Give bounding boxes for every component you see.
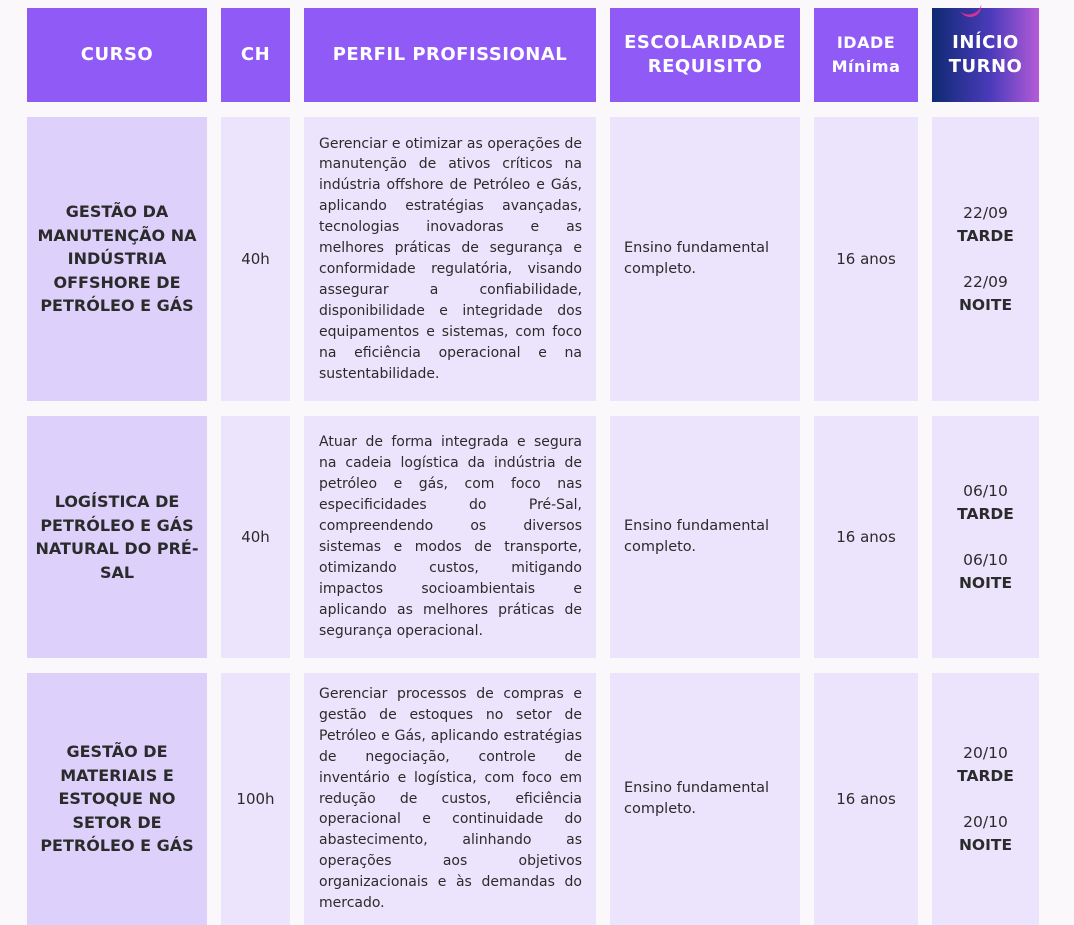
header-idade — [814, 8, 918, 102]
row2-idade — [814, 416, 918, 658]
header-idade-line1: IDADE — [836, 33, 896, 52]
header-perfil — [304, 8, 596, 102]
row1-inicio-turno-1: TARDE — [957, 226, 1014, 245]
row3-ch-text: 100h — [236, 790, 275, 808]
row3-inicio-date-2: 20/10 — [963, 812, 1008, 831]
header-ch — [221, 8, 290, 102]
row2-escolaridade — [610, 416, 800, 658]
row1-idade — [814, 117, 918, 401]
row1-escolaridade — [610, 117, 800, 401]
row1-inicio-turno-2: NOITE — [958, 295, 1013, 314]
header-idade-line2: Mínima — [831, 57, 901, 76]
row3-idade — [814, 673, 918, 925]
row1-inicio-date-1: 22/09 — [963, 203, 1008, 222]
row1-idade-text: 16 anos — [836, 250, 896, 268]
row3-inicio-date-1: 20/10 — [963, 743, 1008, 762]
header-curso — [27, 8, 207, 102]
row3-inicio-turno-2: NOITE — [958, 835, 1013, 854]
header-inicio-line2: TURNO — [948, 56, 1023, 77]
row1-perfil — [304, 117, 596, 401]
row1-inicio-date-2: 22/09 — [963, 272, 1008, 291]
header-perfil-label: PERFIL PROFISSIONAL — [332, 44, 568, 65]
row2-escolaridade-text: Ensino fundamental completo. — [624, 518, 770, 555]
row3-escolaridade-text: Ensino fundamental completo. — [624, 780, 770, 817]
header-inicio-line1: INÍCIO — [952, 32, 1019, 53]
row2-ch-text: 40h — [241, 528, 270, 546]
header-inicio — [932, 8, 1039, 102]
row3-ch — [221, 673, 290, 925]
row3-curso — [27, 673, 207, 925]
row2-inicio — [932, 416, 1039, 658]
row1-escolaridade-text: Ensino fundamental completo. — [624, 240, 770, 277]
row1-perfil-text: Gerenciar e otimizar as operações de manutenção de ativos críticos na indústria offshore de Petróleo e Gás, aplicando estratégias avançadas, tecnologias inovadoras e as melhores práticas de segurança e conformidade regulatória, visando assegurar a confiabilidade, disponibilidade e integridade dos equipamentos e sistemas, com foco na eficiência operacional e na sustentabilidade. — [319, 135, 582, 382]
row3-curso-text: GESTÃO DE MATERIAIS E ESTOQUE NO SETOR DE PETRÓLEO E GÁS — [40, 742, 194, 856]
row2-inicio-turno-1: TARDE — [957, 504, 1014, 523]
row3-escolaridade — [610, 673, 800, 925]
row2-idade-text: 16 anos — [836, 528, 896, 546]
row3-inicio-turno-1: TARDE — [957, 766, 1014, 785]
header-ch-label: CH — [240, 44, 271, 65]
row2-perfil — [304, 416, 596, 658]
row1-ch-text: 40h — [241, 250, 270, 268]
row1-ch — [221, 117, 290, 401]
header-escolaridade-line1: ESCOLARIDADE — [624, 32, 786, 53]
row2-curso-text: LOGÍSTICA DE PETRÓLEO E GÁS NATURAL DO PRÉ-SAL — [35, 492, 199, 582]
row1-curso — [27, 117, 207, 401]
row2-curso — [27, 416, 207, 658]
row2-inicio-date-2: 06/10 — [963, 550, 1008, 569]
row2-ch — [221, 416, 290, 658]
row3-perfil-text: Gerenciar processos de compras e gestão de estoques no setor de Petróleo e Gás, aplicando estratégias de negociação, controle de inventário e logística, com foco em redução de custos, eficiência operacional e continuidade do abastecimento, alinhando as operações aos objetivos organizacionais e às demandas do mercado. — [319, 686, 582, 912]
header-escolaridade — [610, 8, 800, 102]
row2-perfil-text: Atuar de forma integrada e segura na cadeia logística da indústria de petróleo e gás, com foco nas especificidades do Pré-Sal, compreendendo os diversos sistemas e modos de transporte, otimizando custos, mitigando impactos socioambientais e aplicando as melhores práticas de segurança operacional. — [319, 434, 582, 639]
header-curso-label: CURSO — [80, 44, 154, 65]
row2-inicio-date-1: 06/10 — [963, 481, 1008, 500]
row3-perfil — [304, 673, 596, 925]
row1-curso-text: GESTÃO DA MANUTENÇÃO NA INDÚSTRIA OFFSHORE DE PETRÓLEO E GÁS — [37, 202, 197, 316]
row3-idade-text: 16 anos — [836, 790, 896, 808]
row2-inicio-turno-2: NOITE — [958, 573, 1013, 592]
row3-inicio — [932, 673, 1039, 925]
row1-inicio — [932, 117, 1039, 401]
header-escolaridade-line2: REQUISITO — [647, 56, 763, 77]
